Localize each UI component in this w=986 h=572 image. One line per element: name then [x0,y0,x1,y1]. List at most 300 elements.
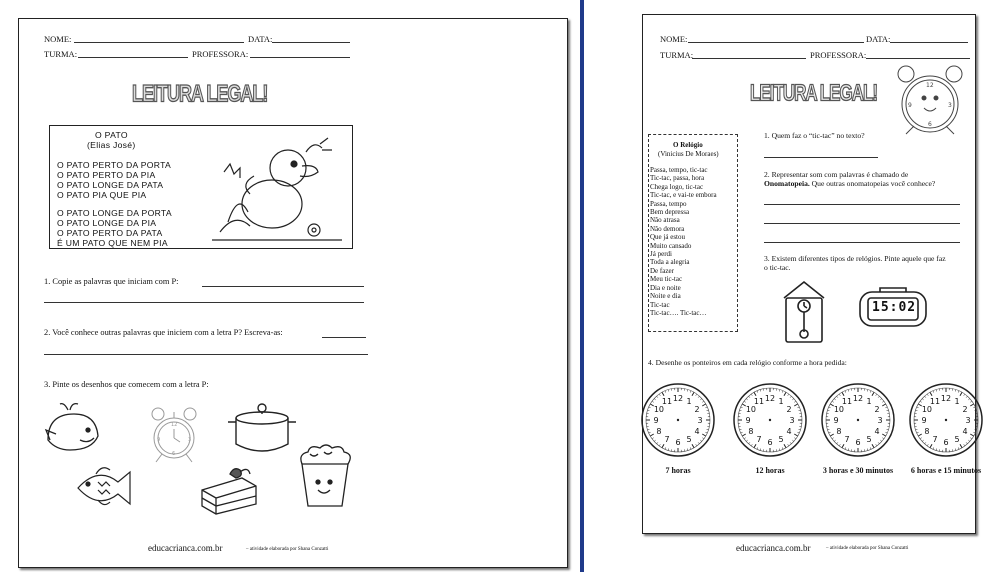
clock-tick [867,390,868,392]
clock-number: 5 [778,435,784,445]
class-line [78,57,188,58]
clock-tick [707,410,709,411]
date-label: DATA: [248,34,273,44]
clock-tick [702,438,704,439]
clock-number: 12 [764,394,776,403]
svg-text:9: 9 [908,102,912,109]
clock-tick [848,449,849,451]
duck-icon [210,132,348,244]
svg-text:3: 3 [948,102,952,109]
clock-tick [662,392,664,395]
clock-number: 8 [748,427,754,436]
clock-tick [930,392,932,395]
clock-tick [930,444,932,447]
answer-line[interactable] [764,242,960,243]
teacher-line [250,57,350,58]
clock-number: 4 [786,427,792,436]
clock-tick [792,440,793,441]
clock-tick [837,442,838,443]
clock-tick [975,410,977,411]
clock-tick [754,444,756,447]
clock-tick [757,391,758,393]
clock-tick [794,438,796,439]
class-label: TURMA: [44,49,78,59]
clock-tick [696,444,697,446]
popcorn-icon[interactable] [296,444,352,508]
clock-tick [779,390,780,392]
clock-tick [751,394,752,396]
clock-tick [885,407,887,408]
teacher-line [866,58,970,59]
answer-line[interactable] [202,286,364,287]
clock-tick [964,444,965,446]
clock-tick [659,394,660,396]
footer-credit: – atividade elaborada por Shana Conzatti [246,547,329,552]
question-4: 4. Desenhe os ponteiros em cada relógio conforme a hora pedida: [648,358,847,367]
clock-number: 3 [877,416,883,425]
poem-line: Bem depressa [650,208,690,217]
svg-text:9: 9 [157,437,161,443]
clock-tick [649,407,651,408]
clock-tick [700,440,701,441]
clock-tick [927,444,928,446]
clock-tick [687,390,688,392]
poem-line: Não atrasa [650,216,680,225]
svg-text:6: 6 [928,121,932,128]
svg-text:12: 12 [926,82,934,89]
clock-number: 1 [866,396,872,406]
clock-tick [760,390,761,392]
poem-line: Tic-tac…. Tic-tac… [650,308,707,317]
poem-line: Tic-tac [650,300,670,309]
clock-number: 9 [921,416,927,425]
clock-tick [665,447,666,449]
clock-tick [690,447,691,449]
clock-tick [741,407,743,408]
name-label: NOME: [660,34,688,44]
teacher-label: PROFESSORA: [810,50,867,60]
svg-text:12: 12 [171,422,178,428]
poem-line: Meu tic-tac [650,275,683,284]
clock-tick [797,432,799,433]
clock-number: 3 [697,416,703,425]
clock-tick [788,444,789,446]
clock-tick [878,442,879,443]
clock-tick [648,410,650,411]
pendulum-clock-icon[interactable] [778,278,830,344]
class-line [692,58,806,59]
poem-line: Muito cansado [650,241,692,250]
clock-tick [657,442,658,443]
clock-tick [702,401,704,402]
clock-tick [659,444,660,446]
clock-number: 8 [836,427,842,436]
clock-tick [848,390,849,392]
clock-number: 6 [767,438,773,447]
clock-tick [878,396,879,397]
clock-number: 11 [753,396,765,406]
clock-tick [652,401,654,402]
clock-tick [741,432,743,433]
clock-tick [654,399,655,400]
clock-number: 10 [653,405,665,414]
pot-icon[interactable] [226,400,298,458]
question-2-rest: Que outras onomatopeias você conhece? [809,179,936,188]
whale-icon[interactable] [44,400,104,456]
clock-tick [975,429,977,430]
clock-tick [922,440,923,441]
poem-line: Passa, tempo, tic-tac [650,166,708,174]
clock-tick [870,447,871,449]
clock-tick [749,442,750,443]
clock-tick [657,396,658,397]
clock-tick [692,392,694,395]
date-line [890,42,968,43]
clock-number: 7 [664,435,670,445]
clock-number: 10 [833,405,845,414]
clock-tick [690,391,691,393]
clock-tick [740,429,742,430]
page-title: LEITURA LEGAL! [132,80,268,107]
clock-number: 3 [789,416,795,425]
clock-tick [970,404,973,406]
analog-clock-face[interactable] [730,380,810,460]
alarm-clock-icon[interactable] [148,404,200,468]
clock-tick [794,401,796,402]
clock-tick [829,432,831,433]
clock-tick [955,390,956,392]
clock-tick [832,438,834,439]
poem-text [53,128,171,246]
clock-tick [966,396,967,397]
question-2-cont [764,179,935,188]
clock-tick [927,394,928,396]
date-line [272,42,350,43]
clock-number: 7 [756,435,762,445]
clock-tick [828,429,830,430]
clock-number: 8 [656,427,662,436]
answer-line[interactable] [322,337,366,338]
clock-number: 1 [686,396,692,406]
poem-title: O Relógio [673,141,703,149]
clock-label: 3 horas e 30 minutos [822,466,894,475]
clock-tick [792,399,793,400]
clock-tick [799,410,801,411]
clock-tick [760,449,761,451]
answer-line[interactable] [764,223,960,224]
clock-tick [837,396,838,397]
clock-tick [668,449,669,451]
analog-clock-face[interactable] [638,380,718,460]
poem-line: O PATO LONGE DA PIA [57,218,157,228]
clock-tick [960,444,962,447]
poem-line: O PATO LONGE DA PORTA [57,208,172,218]
page-title: LEITURA LEGAL! [750,80,878,106]
clock-label: 7 horas [665,466,691,475]
clock-tick [960,392,962,395]
clock-tick [964,394,965,396]
clock-tick [839,394,840,396]
question-1: 1. Copie as palavras que iniciam com P: [44,277,179,286]
onomatopeia-term: Onomatopeia. [764,179,810,188]
clock-tick [867,449,868,451]
clock-tick [970,438,972,439]
poem-line: É UM PATO QUE NEM PIA [57,238,168,248]
question-2: 2. Representar som com palavras é chamado de [764,170,909,179]
clock-tick [782,391,783,393]
clock-number: 1 [778,396,784,406]
alarm-clock-icon [892,62,968,138]
clock-tick [970,401,972,402]
poem-title: O PATO [95,130,128,140]
clock-tick [749,396,750,397]
clock-tick [754,392,756,395]
analog-clock-face[interactable] [818,380,898,460]
clock-tick [925,442,926,443]
clock-tick [751,444,752,446]
footer-site: educacrianca.com.br [736,543,811,553]
answer-line[interactable] [764,204,960,205]
poem-lines [650,166,736,317]
question-3-cont: o tic-tac. [764,263,791,272]
clock-number: 5 [686,435,692,445]
clock-tick [872,444,874,447]
clock-tick [698,396,699,397]
clock-tick [650,434,653,436]
clock-number: 6 [943,438,949,447]
clock-tick [648,429,650,430]
clock-number: 11 [841,396,853,406]
clock-tick [652,438,654,439]
poem-line: Passa, tempo [650,199,687,208]
clock-center [769,419,771,421]
clock-number: 8 [924,427,930,436]
clock-tick [922,399,923,400]
date-label: DATA: [866,34,891,44]
clock-tick [705,407,707,408]
clock-tick [744,401,746,402]
clock-center [677,419,679,421]
clock-tick [668,390,669,392]
clock-number: 2 [694,405,700,414]
clock-tick [742,434,745,436]
clock-tick [784,444,786,447]
clock-label: 6 horas e 15 minutos [910,466,982,475]
clock-number: 12 [672,394,684,403]
clock-tick [936,390,937,392]
clock-number: 5 [954,435,960,445]
clock-number: 3 [965,416,971,425]
clock-number: 2 [786,405,792,414]
clock-number: 9 [745,416,751,425]
clock-tick [649,432,651,433]
page-divider [580,0,584,572]
teacher-label: PROFESSORA: [192,49,249,59]
clock-number: 4 [962,427,968,436]
clock-tick [839,444,840,446]
clock-tick [872,392,874,395]
poem-line: O PATO PIA QUE PIA [57,190,147,200]
clock-tick [784,392,786,395]
name-line [74,42,244,43]
clock-tick [870,391,871,393]
poem-line: O PATO PERTO DA PIA [57,170,156,180]
clock-number: 11 [661,396,673,406]
clock-number: 7 [932,435,938,445]
clock-tick [917,432,919,433]
clock-tick [702,434,705,436]
poem-line: Noite e dia [650,292,681,301]
clock-tick [882,434,885,436]
clock-tick [955,449,956,451]
clock-tick [790,396,791,397]
clock-tick [876,444,877,446]
clock-tick [966,442,967,443]
question-1: 1. Quem faz o “tic-tac” no texto? [764,131,865,140]
clock-number: 4 [874,427,880,436]
clock-number: 12 [852,394,864,403]
poem-line: O PATO PERTO DA PORTA [57,160,172,170]
clock-tick [933,391,934,393]
poem-author: (Elias José) [87,140,136,150]
clock-tick [885,432,887,433]
clock-tick [705,432,707,433]
clock-tick [880,440,881,441]
clock-tick [968,399,969,400]
digital-clock-display: 15:02 [872,300,917,315]
clock-center [857,419,859,421]
clock-number: 6 [855,438,861,447]
clock-tick [788,394,789,396]
clock-tick [916,429,918,430]
clock-number: 10 [921,405,933,414]
clock-number: 11 [929,396,941,406]
analog-clock-face[interactable] [906,380,986,460]
clock-center [945,419,947,421]
clock-tick [757,447,758,449]
name-line [688,42,864,43]
poem-author: (Vinicius De Moraes) [658,150,719,158]
clock-tick [917,407,919,408]
clock-tick [845,447,846,449]
poem-line: Que já estou [650,233,685,242]
clock-tick [968,440,969,441]
svg-text:3: 3 [188,437,192,443]
answer-line[interactable] [44,302,364,303]
poem-line: Toda a alegria [650,258,690,267]
svg-text:6: 6 [172,451,176,457]
clock-tick [887,410,889,411]
clock-number: 9 [653,416,659,425]
clock-tick [958,447,959,449]
clock-tick [698,442,699,443]
poem-line: Tic-tac, e vai-te embora [650,191,717,200]
clock-tick [687,449,688,451]
clock-tick [918,434,921,436]
poem-line: O PATO LONGE DA PATA [57,180,164,190]
fish-icon[interactable] [72,460,134,516]
clock-tick [797,407,799,408]
clock-tick [933,447,934,449]
class-label: TURMA: [660,50,694,60]
clock-tick [799,429,801,430]
clock-tick [832,401,834,402]
clock-number: 1 [954,396,960,406]
clock-tick [692,444,694,447]
clock-tick [696,394,697,396]
clock-tick [744,438,746,439]
clock-number: 4 [694,427,700,436]
footer-site: educacrianca.com.br [148,543,223,553]
footer-credit: – atividade elaborada por Shana Conzatti [826,546,909,551]
clock-number: 10 [745,405,757,414]
clock-tick [665,391,666,393]
clock-tick [842,444,844,447]
poem-line: Não demora [650,224,685,233]
clock-tick [920,401,922,402]
clock-tick [876,394,877,396]
clock-tick [834,440,835,441]
clock-tick [916,410,918,411]
clock-tick [920,438,922,439]
clock-number: 2 [962,405,968,414]
poem-line: Tic-tac, passa, hora [650,174,705,183]
answer-line[interactable] [764,157,878,158]
clock-number: 5 [866,435,872,445]
clock-tick [882,401,884,402]
clock-tick [973,432,975,433]
clock-tick [702,404,705,406]
clock-tick [887,429,889,430]
clock-tick [662,444,664,447]
clock-number: 2 [874,405,880,414]
clock-tick [828,410,830,411]
clock-number: 9 [833,416,839,425]
answer-line[interactable] [44,354,368,355]
worksheet-page-2 [590,0,986,572]
clock-label: 12 horas [755,466,785,475]
name-label: NOME: [44,34,72,44]
clock-tick [882,404,885,406]
clock-tick [746,399,747,400]
clock-number: 6 [675,438,681,447]
clock-tick [845,391,846,393]
poem-line: Dia e noite [650,283,681,292]
clock-tick [790,442,791,443]
clock-tick [740,410,742,411]
clock-number: 12 [940,394,952,403]
clock-tick [782,447,783,449]
poem-line: Já perdi [650,250,672,259]
clock-number: 7 [844,435,850,445]
question-3: 3. Existem diferentes tipos de relógios. Pinte aquele que faz [764,254,946,263]
cake-icon[interactable] [198,464,260,516]
clock-tick [830,434,833,436]
clock-tick [794,434,797,436]
poem-line: Chega logo, tic-tac [650,182,704,191]
clock-tick [970,434,973,436]
poem-line: O PATO PERTO DA PATA [57,228,163,238]
poem-line: De fazer [650,266,674,275]
clock-tick [654,440,655,441]
clock-tick [882,438,884,439]
clock-tick [700,399,701,400]
clock-tick [973,407,975,408]
clock-tick [834,399,835,400]
clock-tick [829,407,831,408]
clock-tick [746,440,747,441]
clock-tick [880,399,881,400]
